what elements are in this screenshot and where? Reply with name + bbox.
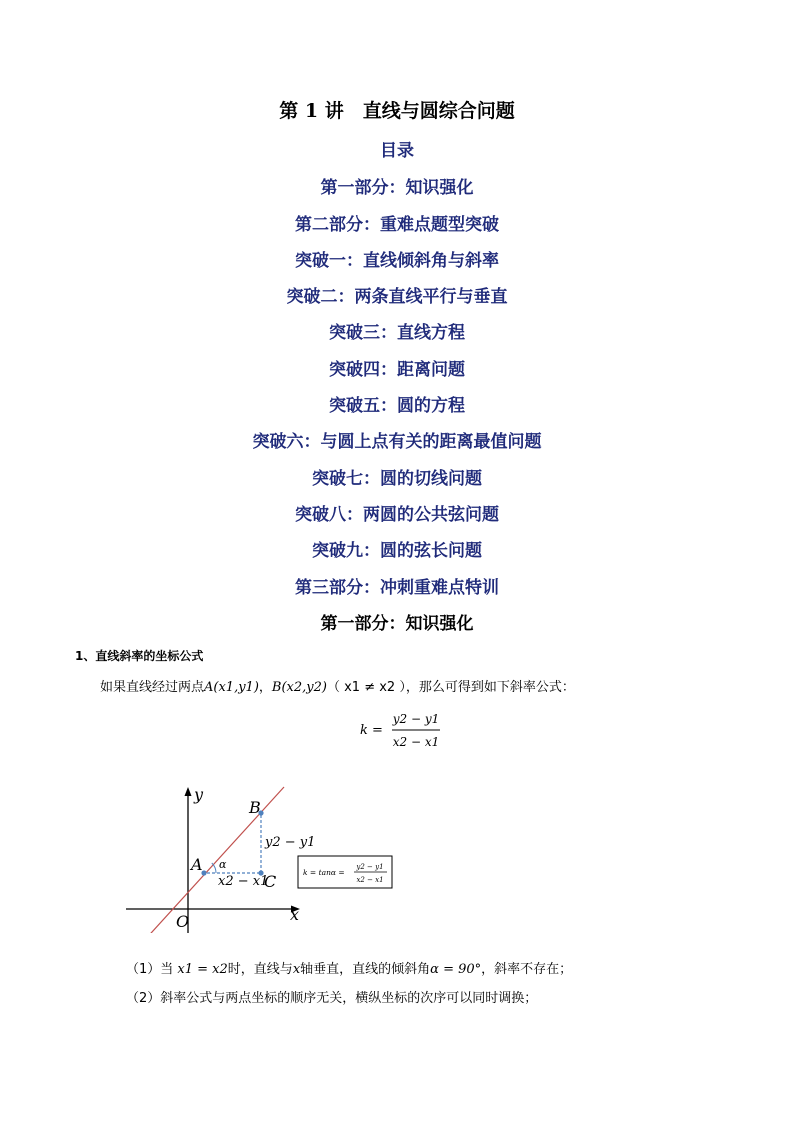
formula-numerator: y2 − y1: [392, 712, 440, 726]
note1-num: （1）当: [126, 962, 174, 977]
box-lhs: k = tanα =: [303, 868, 345, 877]
intro-text-1: 如果直线经过两点: [100, 680, 205, 695]
point-a-coord: A(x1,y1): [204, 680, 259, 695]
dy-label: y2 − y1: [265, 835, 316, 850]
x-axis-label: x: [290, 905, 300, 924]
note1-text-3: ，斜率不存在；: [481, 962, 573, 977]
point-b-label: B: [249, 798, 261, 817]
toc-item-breakthrough-3[interactable]: 突破三：直线方程: [329, 323, 465, 343]
dx-label: x2 − x1: [218, 874, 269, 889]
intro-sep: ，: [258, 680, 272, 695]
y-axis-arrow: [185, 787, 192, 796]
origin-label: O: [176, 912, 190, 931]
slope-line: [142, 787, 284, 933]
note1-axis: x: [292, 962, 301, 977]
point-c-label: C: [264, 872, 277, 891]
note1-text-2: 轴垂直，直线的倾斜角: [300, 962, 431, 977]
section-heading-part1: 第一部分：知识强化: [320, 614, 474, 634]
note1-equation: x1 = x2: [177, 962, 228, 977]
toc-item-breakthrough-2[interactable]: 突破二：两条直线平行与垂直: [286, 287, 508, 307]
point-b-coord: B(x2,y2): [271, 680, 327, 695]
y-axis-label: y: [194, 785, 204, 804]
toc-item-breakthrough-5[interactable]: 突破五：圆的方程: [329, 396, 465, 416]
intro-condition: （ x1 ≠ x2 ）: [326, 680, 406, 695]
note-1: [126, 958, 572, 977]
note1-angle: α = 90°: [430, 962, 482, 977]
toc-item-part1[interactable]: 第一部分：知识强化: [320, 178, 474, 198]
box-numerator: y2 − y1: [356, 863, 384, 871]
toc-item-part2[interactable]: 第二部分：重难点题型突破: [295, 215, 499, 235]
toc-item-breakthrough-4[interactable]: 突破四：距离问题: [329, 360, 465, 380]
box-denominator: x2 − x1: [356, 876, 384, 884]
toc-item-breakthrough-6[interactable]: 突破六：与圆上点有关的距离最值问题: [252, 432, 542, 452]
formula-lhs: k =: [360, 723, 383, 738]
toc-heading: 目录: [380, 141, 414, 161]
toc-item-part3[interactable]: 第三部分：冲刺重难点特训: [295, 578, 499, 598]
intro-paragraph: [100, 676, 575, 695]
angle-label: α: [219, 858, 227, 871]
toc-item-breakthrough-9[interactable]: 突破九：圆的弦长问题: [312, 541, 482, 561]
intro-text-2: ，那么可得到如下斜率公式：: [405, 680, 575, 695]
note-2: （2）斜率公式与两点坐标的顺序无关，横纵坐标的次序可以同时调换；: [126, 991, 538, 1006]
toc-item-breakthrough-7[interactable]: 突破七：圆的切线问题: [312, 469, 482, 489]
formula-denominator: x2 − x1: [392, 735, 440, 749]
slope-formula: [358, 708, 448, 752]
note1-text-1: 时，直线与: [227, 962, 293, 977]
item-title-slope-formula: 1、直线斜率的坐标公式: [75, 649, 204, 663]
slope-diagram: [120, 783, 420, 933]
point-a-label: A: [191, 855, 203, 874]
toc-item-breakthrough-8[interactable]: 突破八：两圆的公共弦问题: [295, 505, 499, 525]
toc-item-breakthrough-1[interactable]: 突破一：直线倾斜角与斜率: [295, 251, 499, 271]
page-title: 第 1 讲 直线与圆综合问题: [279, 100, 515, 122]
